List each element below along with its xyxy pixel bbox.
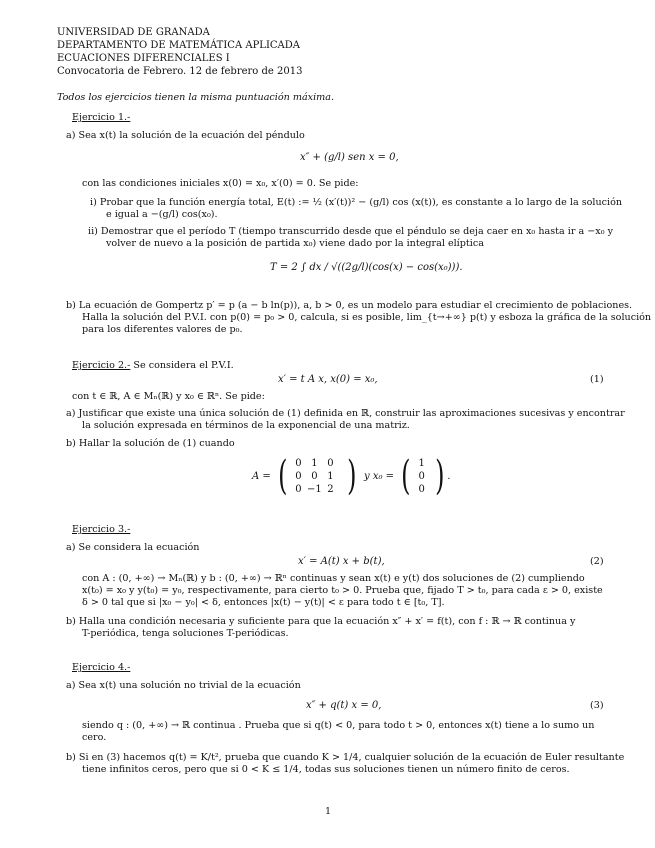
exam-session: Convocatoria de Febrero. 12 de febrero de 2013 [57, 66, 303, 77]
ex1-b-line3: para los diferentes valores de p₀. [82, 324, 243, 335]
vector-cell: 1 [418, 457, 425, 469]
vector-cell: 0 [418, 483, 425, 495]
ex2-matrix-label: A = [252, 470, 271, 482]
ex1-b-line2: Halla la solución del P.V.I. con p(0) = p₀ > 0, calcula, si es posible, lim_{t→+∞} p(t) y esboza la gráfica de la solución [82, 312, 652, 323]
course-name: ECUACIONES DIFERENCIALES I [57, 53, 230, 64]
exercise-3-title: Ejercicio 3.- [72, 524, 131, 535]
vector-x0 [414, 457, 432, 496]
ex3-equation-number: (2) [590, 556, 604, 567]
ex2-ivp-equation: x′ = t A x, x(0) = x₀, [278, 374, 378, 385]
matrix-cell: 0 [295, 470, 302, 482]
ex2-a-line2: la solución expresada en términos de la exponencial de una matriz. [82, 420, 410, 431]
ex1-i-line1: i) Probar que la función energía total, E(t) := ½ (x′(t))² − (g/l) cos (x(t)), es constante a lo largo de la solución [90, 197, 623, 208]
matrix-cell: 2 [327, 483, 334, 495]
left-paren-icon: ( [277, 453, 288, 499]
ex1-ii-line2: volver de nuevo a la posición de partida x₀) viene dado por la integral elíptica [106, 238, 484, 249]
department-name: DEPARTAMENTO DE MATEMÁTICA APLICADA [57, 40, 301, 51]
ex2-a-line1: a) Justificar que existe una única solución de (1) definida en ℝ, construir las aproximaciones sucesivas y encontrar [66, 408, 625, 419]
matrix-cell: 0 [311, 470, 318, 482]
exercise-2-title: Ejercicio 2.- [72, 360, 131, 371]
right-paren-icon: ) [347, 453, 357, 499]
ex1-pendulum-equation: x″ + (g/l) sen x = 0, [300, 152, 399, 163]
university-name: UNIVERSIDAD DE GRANADA [57, 27, 210, 38]
ex4-a-line3: cero. [82, 732, 107, 743]
matrix-cell: 1 [311, 457, 318, 469]
ex4-a-line2: siendo q : (0, +∞) → ℝ continua . Prueba que si q(t) < 0, para todo t > 0, entonces x(t) tiene a lo sumo un [82, 720, 595, 731]
matrix-cell: 0 [327, 457, 334, 469]
ex4-b-line2: tiene infinitos ceros, pero que si 0 < K ≤ 1/4, todas sus soluciones tienen un número finito de ceros. [82, 764, 570, 775]
ex2-and-x0: y x₀ = [364, 470, 395, 482]
ex3-a-line3: x(t₀) = x₀ y y(t₀) = y₀, respectivamente, para cierto t₀ > 0. Prueba que, fijado T > t₀, para cada ε > 0, existe [82, 585, 603, 596]
vector-cell: 0 [418, 470, 425, 482]
exercise-2-heading [72, 360, 234, 372]
scoring-note: Todos los ejercicios tienen la misma puntuación máxima. [57, 92, 335, 103]
ex4-b-line1: b) Si en (3) hacemos q(t) = K/t², prueba que cuando K > 1/4, cualquier solución de la ecuación de Euler resultante [66, 752, 625, 763]
right-paren-icon: ) [434, 453, 445, 499]
left-paren-icon: ( [401, 453, 411, 499]
ex3-b-line1: b) Halla una condición necesaria y suficiente para que la ecuación x″ + x′ = f(t), con f : ℝ → ℝ continua y [66, 616, 576, 627]
matrix-A [290, 457, 344, 496]
exercise-1-title: Ejercicio 1.- [72, 112, 131, 123]
ex1-a-intro: a) Sea x(t) la solución de la ecuación del péndulo [66, 130, 305, 141]
exercise-4-title: Ejercicio 4.- [72, 662, 131, 673]
ex3-a-line2: con A : (0, +∞) → Mₙ(ℝ) y b : (0, +∞) → ℝⁿ continuas y sean x(t) e y(t) dos soluciones de (2) cumpliendo [82, 573, 585, 584]
ex3-a-line4: δ > 0 tal que si |x₀ − y₀| < δ, entonces |x(t) − y(t)| < ε para todo t ∈ [t₀, T]. [82, 597, 445, 608]
matrix-cell: 0 [295, 483, 302, 495]
ex2-equation-number: (1) [590, 374, 604, 385]
ex3-a-line1: a) Se considera la ecuación [66, 542, 200, 553]
matrix-cell: 1 [327, 470, 334, 482]
ex2-end-period: . [447, 470, 451, 482]
ex2-conditions: con t ∈ ℝ, A ∈ Mₙ(ℝ) y x₀ ∈ ℝⁿ. Se pide: [72, 391, 265, 402]
exercise-2-title-rest: Se considera el P.V.I. [130, 360, 234, 371]
ex3-b-line2: T-periódica, tenga soluciones T-periódicas. [82, 628, 289, 639]
ex2-b-line1: b) Hallar la solución de (1) cuando [66, 438, 235, 449]
ex1-i-line2: e igual a −(g/l) cos(x₀). [106, 209, 218, 220]
matrix-cell: 0 [295, 457, 302, 469]
page-number: 1 [325, 806, 332, 817]
ex1-period-integral: T = 2 ∫ dx / √((2g/l)(cos(x) − cos(x₀))). [270, 262, 463, 273]
ex4-second-order-equation: x″ + q(t) x = 0, [306, 700, 382, 711]
ex4-a-line1: a) Sea x(t) una solución no trivial de la ecuación [66, 680, 301, 691]
ex2-matrix-equation [252, 454, 450, 498]
ex1-initial-conditions: con las condiciones iniciales x(0) = x₀, x′(0) = 0. Se pide: [82, 178, 359, 189]
ex1-ii-line1: ii) Demostrar que el período T (tiempo transcurrido desde que el péndulo se deja caer en x₀ hasta ir a −x₀ y [88, 226, 614, 237]
ex1-b-line1: b) La ecuación de Gompertz p′ = p (a − b ln(p)), a, b > 0, es un modelo para estudiar el crecimiento de poblaciones. [66, 300, 633, 311]
ex3-linear-equation: x′ = A(t) x + b(t), [298, 556, 385, 567]
matrix-cell: −1 [307, 483, 322, 495]
ex4-equation-number: (3) [590, 700, 604, 711]
